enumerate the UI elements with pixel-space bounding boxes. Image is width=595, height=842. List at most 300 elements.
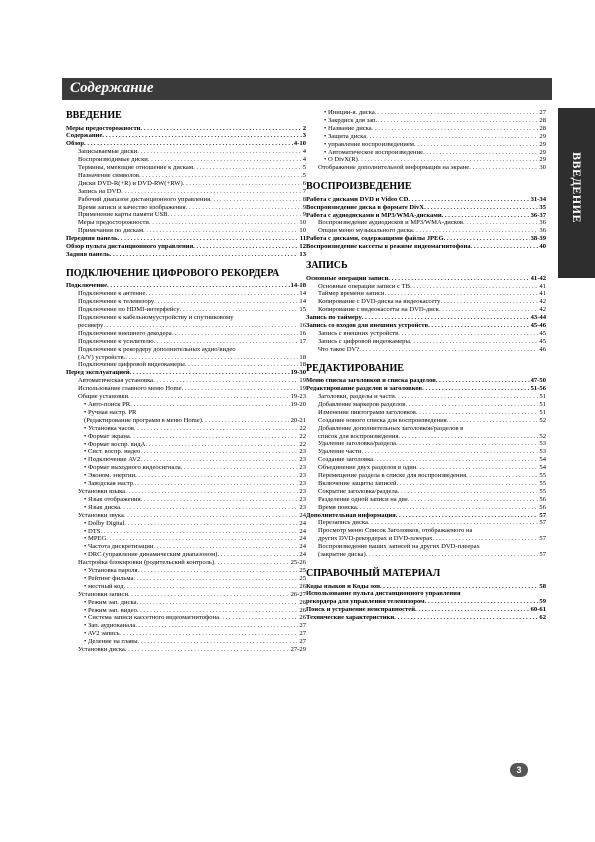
dot-leader [140,448,298,456]
toc-entry-title: рекордера для управления телевизором [306,598,425,606]
toc-page-number: 45 [539,329,546,337]
dot-leader [120,630,299,638]
toc-entry [306,409,546,417]
toc-page-number: 27 [299,622,306,630]
toc-entry-title: • Режим зап. диска [84,599,137,607]
toc-left-column [66,109,306,654]
dot-leader [138,567,299,575]
toc-page-number: 57 [539,551,546,559]
toc-entry-title: Подключение внешнего декодера [78,329,172,337]
toc-page-number: 24 [299,519,306,527]
dot-leader [202,417,290,425]
toc-entry [306,393,546,401]
toc-entry-title: Удаление заголовка/раздела [318,440,396,448]
dot-leader [130,433,299,441]
toc-page-number: 35 [539,203,546,211]
toc-right-column [306,109,546,622]
toc-entry [306,440,546,448]
toc-entry-title: • Зап. аудиоканала [84,622,135,630]
toc-entry [306,149,546,157]
toc-entry [66,488,306,496]
dot-leader [425,598,539,606]
toc-entry [306,298,546,306]
dot-leader [410,283,538,291]
toc-entry-title: Добавление дополнительных заголовков/разделов в [318,424,464,432]
toc-page-number: 26 [299,606,306,614]
toc-page-number: 46 [539,345,546,353]
toc-page-number: 55 [539,479,546,487]
toc-entry [66,496,306,504]
dot-leader [217,551,298,559]
dot-leader [214,559,290,567]
toc-page-number: 28 [539,124,546,132]
toc-entry [306,425,546,433]
toc-entry-title: • Частота дискретизации [84,543,153,551]
toc-entry [306,614,546,622]
toc-page-number: 42 [539,306,546,314]
toc-entry-title: (A/V) устройств. [78,353,126,361]
dot-leader [185,361,299,369]
side-tab-label: ВВЕДЕНИЕ [570,152,584,223]
dot-leader [145,290,298,298]
toc-entry-title: Объединение двух разделов в один [318,464,417,472]
dot-leader [153,543,298,551]
dot-leader [357,504,539,512]
dot-leader [358,156,539,164]
toc-entry-title: Установки звука [78,511,124,519]
toc-entry [306,464,546,472]
toc-page-number: 22 [299,424,306,432]
toc-entry [66,125,306,133]
dot-leader [466,472,538,480]
section-heading: ВВЕДЕНИЕ [66,110,122,121]
dot-leader [121,188,302,196]
toc-entry [66,377,306,385]
toc-entry [66,646,306,654]
dot-leader [125,646,290,654]
toc-page-number: 23 [299,495,306,503]
toc-entry-title: • Режим зап. видео [84,607,137,615]
toc-page-number: 24 [299,543,306,551]
dot-leader [414,141,538,149]
toc-entry-title: Запись со входов для внешних устройств [306,322,429,330]
toc-page-number: 41-42 [530,274,546,282]
toc-entry-title: Редактирование разделов и заголовков [306,385,423,393]
toc-entry [66,227,306,235]
toc-entry [66,543,306,551]
dot-leader [182,385,299,393]
section-heading: СПРАВОЧНЫЙ МАТЕРИАЛ [306,568,441,579]
toc-page-number: 26 [299,582,306,590]
toc-entry-title: Воспроизведение ваших записей на других DVD-плеерах [318,543,480,551]
toc-entry-title: Время поиска [318,503,357,511]
dot-leader [110,251,299,259]
toc-entry [66,211,306,219]
toc-page-number: 45-46 [530,322,546,330]
dot-leader [405,401,538,409]
toc-entry-title: ресиверу [78,321,104,329]
toc-page-number: 42 [539,298,546,306]
toc-entry-title: Воспроизведение аудиодисков и MP3/WMA-дисков [318,219,464,227]
section-heading: ВОСПРОИЗВЕДЕНИЕ [306,181,412,193]
toc-entry [66,132,306,140]
dot-leader [193,243,298,251]
toc-page-number: 2 [302,124,306,132]
toc-entry-title: • Установка пароля [84,567,138,575]
toc-entry-title: Таймер времени записи [318,290,385,298]
toc-entry-title: Сокрытие заголовка/раздела [318,487,398,495]
toc-entry [66,567,306,575]
toc-entry [306,290,546,298]
toc-page-number: 11 [299,235,306,243]
dot-leader [149,219,299,227]
toc-entry [306,512,546,520]
toc-entry [66,441,306,449]
toc-entry [66,401,306,409]
toc-page-number: 9 [302,203,306,211]
toc-entry-title: Меню списка заголовков и списка разделов [306,377,436,385]
toc-entry-title: • управление воспроизведением [324,141,414,149]
toc-entry [306,125,546,133]
toc-entry-title: Создание нового списка для воспроизведения [318,416,447,424]
dot-leader [398,330,538,338]
toc-entry [66,480,306,488]
toc-entry-title: Копирование с DVD-диска на видеокассету [318,298,441,306]
dot-leader [439,306,539,314]
toc-entry [306,133,546,141]
toc-entry-title: Содержание [66,132,103,140]
toc-entry-title: Работа с дисками DVD и Video CD [306,195,409,203]
toc-page-number: 29 [539,140,546,148]
toc-page-number: 62 [539,614,546,622]
toc-entry-title: Общие установки [78,393,129,401]
toc-page-number: 12 [299,243,306,251]
dot-leader [413,227,539,235]
dot-leader [125,488,298,496]
dot-leader [140,125,301,133]
dot-leader [447,417,539,425]
page-number-badge: 3 [510,763,528,777]
toc-page-number: 26 [299,614,306,622]
toc-entry [306,519,546,527]
toc-entry-title: Подключение к кабельномуустройству и спутниковому [78,314,234,322]
toc-page-number: 31-34 [530,195,546,203]
toc-page-number: 26 [299,598,306,606]
toc-page-number: 22 [299,432,306,440]
toc-entry [66,354,306,362]
toc-entry [66,409,306,417]
toc-page-number: 54 [539,456,546,464]
toc-entry [306,377,546,385]
toc-page-number: 17 [299,337,306,345]
toc-entry-title: Применение карты памяти USB [78,211,168,219]
toc-entry-title: Использование главного меню Home [78,385,182,393]
toc-entry [306,385,546,393]
toc-page-number: 41 [539,282,546,290]
dot-leader [137,607,299,615]
toc-entry [306,219,546,227]
toc-entry-title: • Формат воспр. видА [84,441,145,449]
dot-leader [397,480,539,488]
toc-entry [66,630,306,638]
toc-page-number: 40 [539,243,546,251]
dot-leader [106,535,298,543]
section-heading: РЕДАКТИРОВАНИЕ [306,362,404,374]
toc-entry-title: Установки диска [78,646,125,654]
dot-leader [423,149,538,157]
toc-page-number: 27 [299,630,306,638]
toc-entry-title: • Ручная настр. PR [84,409,136,417]
toc-entry [66,512,306,520]
toc-entry-title: • Эконом. энергии [84,472,135,480]
dot-leader [219,614,298,622]
dot-leader [368,519,538,527]
dot-leader [359,346,538,354]
dot-leader [128,591,290,599]
toc-entry [306,488,546,496]
toc-entry [306,283,546,291]
toc-page-number: 57 [539,519,546,527]
toc-entry [66,314,306,322]
toc-page-number: 18 [299,361,306,369]
toc-entry-title: • DRC (управление динамическим диапазоном) [84,551,217,559]
toc-entry [66,369,306,377]
toc-entry [66,298,306,306]
toc-entry [66,456,306,464]
toc-entry-title: Создание заголовка [318,456,374,464]
toc-page-number: 51 [539,400,546,408]
dot-leader [128,393,290,401]
toc-entry-title: Установки записи [78,590,128,598]
toc-entry [306,306,546,314]
dot-leader [362,314,530,322]
toc-entry [306,606,546,614]
dot-leader [130,369,290,377]
toc-page-number: 22 [299,440,306,448]
toc-entry [66,219,306,227]
toc-page-number: 23 [299,464,306,472]
dot-leader [137,148,302,156]
dot-leader [135,472,298,480]
toc-page-number: 4 [302,148,306,156]
toc-entry [306,117,546,125]
dot-leader [410,338,539,346]
toc-entry-title: других DVD-рекордерах и DVD-плеерах [318,535,433,543]
dot-leader [130,401,289,409]
dot-leader [440,298,538,306]
toc-entry-title: Включение защиты записей [318,479,397,487]
toc-entry [306,322,546,330]
dot-leader [444,235,530,243]
dot-leader [384,290,538,298]
toc-entry-title: Изменение пиктограмм заголовков [318,408,416,416]
toc-entry [66,583,306,591]
dot-leader [103,322,298,330]
toc-page-number: 30 [539,164,546,172]
toc-entry-title: Воспроизведение кассеты в режиме видеомагнитофона [306,243,471,251]
toc-entry [306,401,546,409]
toc-page-number: 19-30 [290,369,306,377]
toc-entry-title: Заголовки, разделы и части [318,392,395,400]
toc-page-number: 36 [539,227,546,235]
toc-entry [66,472,306,480]
toc-entry-title: Опции меню музыкального диска [318,227,413,235]
toc-page-number: 23 [299,503,306,511]
toc-entry-title: Рабочий диапазон дистанционного управления [78,195,211,203]
toc-entry [306,433,546,441]
toc-entry [66,559,306,567]
toc-entry-title: Работа с аудиодисками и MP3/WMA-дисками [306,211,442,219]
dot-leader [102,132,301,140]
toc-page-number: 18 [299,353,306,361]
toc-entry-title: Задняя панель [66,251,110,258]
toc-entry [66,188,306,196]
toc-page-number: 14-18 [290,282,306,290]
dot-leader [124,583,299,591]
dot-leader [432,535,538,543]
toc-entry-title: Примечания по дискам [78,227,143,235]
toc-page-number: 26-27 [290,590,306,598]
toc-page-number: 23 [299,448,306,456]
toc-entry-title: • Авто-поиск PR [84,401,130,409]
dot-leader [153,377,298,385]
dot-leader [408,196,529,204]
toc-page-number: 41 [539,290,546,298]
toc-entry [66,172,306,180]
dot-leader [180,306,299,314]
toc-entry [66,322,306,330]
dot-leader [396,512,539,520]
toc-entry-title: Работа с дисками, содержащими файлы JPEG [306,235,444,243]
toc-page-number: 29 [539,148,546,156]
dot-leader [471,243,539,251]
toc-entry-title: Подключение [66,282,108,290]
dot-leader [168,211,302,219]
toc-page-number: 15 [299,306,306,314]
dot-leader [469,164,538,172]
toc-page-number: 58 [539,582,546,590]
toc-page-number: 16 [299,321,306,329]
toc-entry [66,417,306,425]
toc-entry-title: Добавление маркеров разделов [318,400,406,408]
dot-leader [140,456,298,464]
toc-page-number: 25 [299,567,306,575]
toc-page-number: 14 [299,290,306,298]
dot-leader [133,575,298,583]
toc-entry-title: Воспроизведение диска в формате DivX [306,203,425,211]
toc-entry [306,472,546,480]
toc-page-number: 36 [539,219,546,227]
toc-entry [66,140,306,148]
toc-entry [66,599,306,607]
toc-page-number: 27-29 [290,646,306,654]
toc-page-number: 19 [299,377,306,385]
toc-entry-title: Запись с цифровой видеокамеры [318,337,410,345]
dot-leader [415,606,530,614]
toc-entry-title: • Автоматическое воспроизведение [324,149,423,157]
toc-entry-title: • Рейтинг фильма [84,575,133,583]
toc-entry [306,164,546,172]
toc-entry-title: Перед эксплуатацией [66,369,130,377]
toc-page-number: 7 [302,187,306,195]
toc-page-number: 8 [302,195,306,203]
toc-entry-title: Подключение к усилителю [78,337,154,345]
toc-entry [66,148,306,156]
toc-entry [66,385,306,393]
toc-page-number: 51-56 [530,385,546,393]
toc-page-number: 20-21 [290,416,306,424]
toc-page-number: 53 [539,448,546,456]
dot-leader [394,614,538,622]
toc-entry-title: (закрытие диска) [318,551,366,559]
toc-entry-title: Записываемые диски [78,148,138,156]
toc-entry [66,330,306,338]
dot-leader [183,180,302,188]
toc-page-number: 56 [539,495,546,503]
toc-entry-title: Обзор [66,140,85,148]
toc-page-number: 59 [539,598,546,606]
toc-entry [66,361,306,369]
toc-entry [66,282,306,290]
toc-page-number: 43-44 [530,314,546,322]
toc-entry-title: • Сист. воспр. видео [84,448,140,456]
toc-entry [306,480,546,488]
toc-entry [66,622,306,630]
toc-entry-title: • Защита диска [324,133,366,141]
toc-page-number: 27 [299,638,306,646]
toc-page-number: 10 [299,219,306,227]
toc-entry [66,196,306,204]
toc-entry [306,227,546,235]
toc-entry [306,456,546,464]
dot-leader [398,433,538,441]
toc-entry-title: • Подключение AV2 [84,456,140,464]
toc-entry [306,590,546,598]
toc-entry-title: • Язык диска [84,504,120,512]
page-title: Содержание [70,80,154,96]
toc-entry [66,520,306,528]
dot-leader [372,125,539,133]
toc-entry-title: Запись по таймеру [306,314,362,322]
toc-entry-title: Перезапись диска [318,519,368,527]
toc-entry-title: Отображение дополнительной информации на экране [318,164,470,172]
toc-entry [306,196,546,204]
dot-leader [137,599,299,607]
toc-page-number: 9 [302,211,306,219]
dot-leader [422,385,529,393]
toc-entry [306,504,546,512]
toc-page-number: 55 [539,487,546,495]
toc-page-number: 24 [299,551,306,559]
toc-entry-title: • DTS [84,528,100,536]
dot-leader [362,448,539,456]
dot-leader [181,464,299,472]
toc-entry-title: • Закрдиск для зап. [324,117,377,125]
toc-entry-title: Меры предосторожности [66,124,141,132]
toc-entry [66,528,306,536]
toc-entry-title: Воспроизводимые диски [78,156,148,164]
toc-entry-title: список для воспроизведения [318,432,399,440]
dot-leader [154,338,299,346]
toc-entry [306,527,546,535]
toc-entry [66,338,306,346]
toc-entry-title: Подключение цифровой видеокамеры [78,361,185,369]
toc-entry [66,425,306,433]
toc-page-number: 14 [299,298,306,306]
toc-page-number: 57 [539,535,546,543]
toc-entry-title: Настройка блокировки (родительский контроль) [78,559,215,567]
toc-entry [66,180,306,188]
